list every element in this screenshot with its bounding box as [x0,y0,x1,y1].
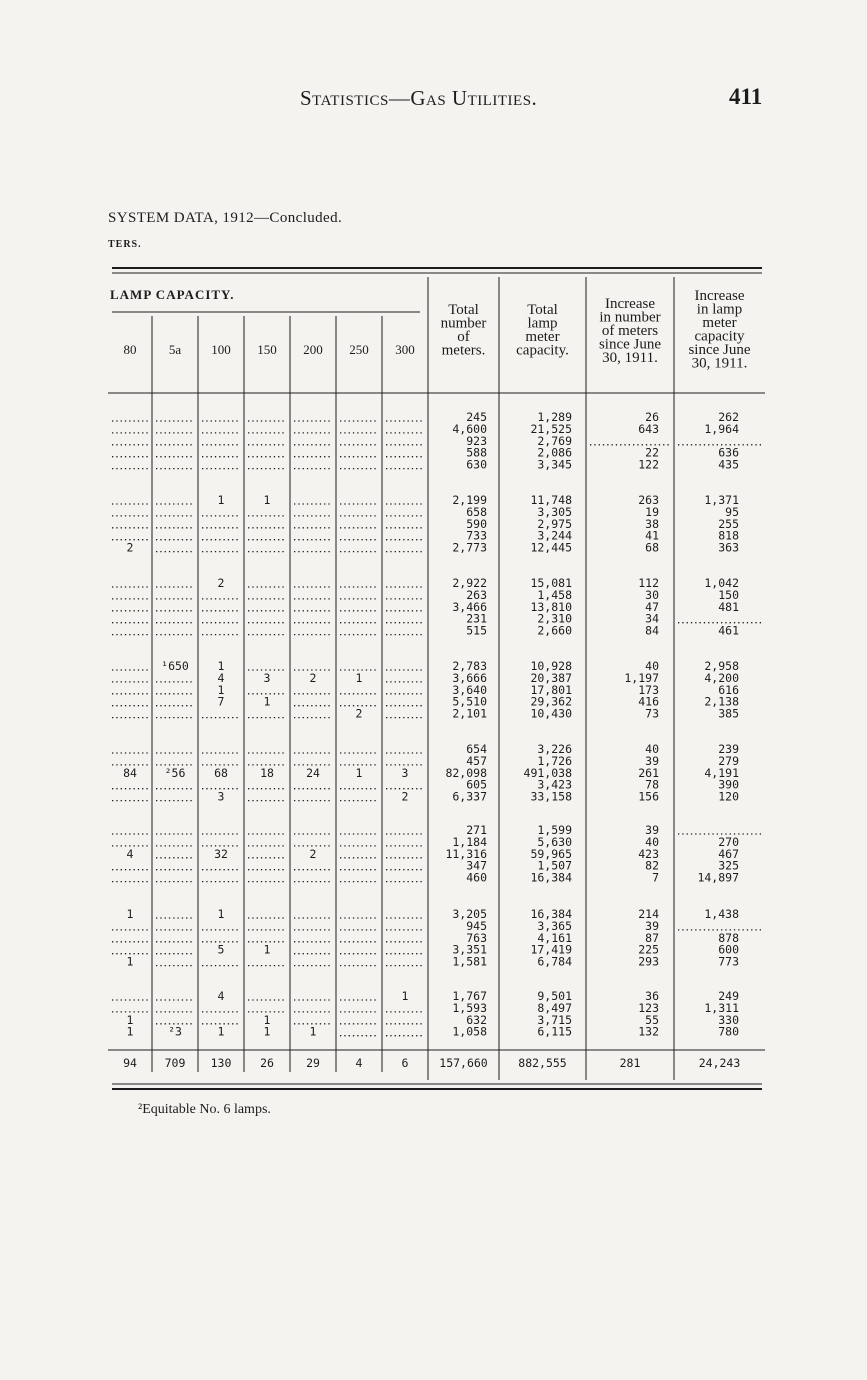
total-capacity-value: 20,387 [530,670,572,685]
totals-row-value: 157,660 [439,1056,488,1070]
total-capacity-value: 13,810 [530,599,572,614]
totals-row-value: 6 [401,1056,409,1070]
lamp-column-header-80: 80 [123,342,137,357]
lamp-column-header-200: 200 [303,342,323,357]
increase-meters-value: 41 [645,528,659,543]
total-capacity-value: 2,660 [537,623,572,638]
totals-column-header-line: meter [702,315,737,331]
total-meters-value: 2,199 [452,493,487,507]
total-meters-value: 245 [466,410,487,424]
lamp-cell-value: 1 [217,907,225,921]
increase-capacity-value: 600 [718,942,739,957]
increase-meters-value: 261 [638,765,659,780]
total-capacity-value: 1,289 [537,410,572,424]
totals-column-header-line: Increase [694,288,745,304]
page-number: 411 [729,84,763,109]
increase-meters-value: 19 [645,504,659,519]
lamp-cell-value: 18 [260,765,274,780]
lamp-cell-value: 1 [126,954,134,969]
increase-capacity-value: 150 [718,587,739,602]
totals-row-value: 4 [355,1056,363,1070]
total-capacity-value: 3,244 [537,528,572,543]
increase-capacity-value: 14,897 [697,870,739,885]
lamp-cell-value: 24 [306,765,320,780]
lamp-cell-value: ²56 [164,765,186,780]
increase-meters-value: 40 [645,834,659,849]
total-meters-value: 3,466 [452,599,487,614]
increase-meters-value: 214 [638,907,659,921]
increase-meters-value: 423 [638,846,659,861]
totals-row-value: 24,243 [698,1056,741,1070]
total-capacity-value: 1,507 [537,858,572,873]
increase-meters-value: 34 [645,611,659,626]
total-meters-value: 11,316 [445,846,487,861]
totals-row-value: 281 [619,1056,641,1070]
total-meters-value: 733 [466,528,487,543]
lamp-cell-value: ¹650 [161,659,189,673]
increase-capacity-value: 1,042 [704,576,739,590]
increase-meters-value: 7 [652,870,659,885]
total-capacity-value: 3,345 [537,457,572,472]
increase-meters-value: 1,197 [624,670,659,685]
increase-meters-value: 47 [645,599,659,614]
total-capacity-value: 4,161 [537,930,572,945]
total-capacity-value: 3,305 [537,504,572,519]
total-meters-value: 1,767 [452,989,487,1003]
increase-meters-value: 87 [645,930,659,945]
increase-meters-value: 36 [645,989,659,1003]
lamp-cell-value: 3 [263,670,271,685]
total-meters-value: 945 [466,918,487,933]
total-capacity-value: 16,384 [530,907,572,921]
increase-capacity-value: 616 [718,682,739,697]
totals-row-value: 882,555 [518,1056,567,1070]
increase-capacity-value: 461 [718,623,739,638]
total-capacity-value: 12,445 [530,540,572,555]
total-meters-value: 654 [466,742,487,756]
increase-meters-value: 416 [638,694,659,709]
total-capacity-value: 17,419 [530,942,572,957]
increase-capacity-value: 255 [718,516,739,531]
total-meters-value: 2,773 [452,540,487,555]
total-meters-value: 1,184 [452,834,487,849]
totals-row-value: 29 [306,1056,320,1070]
total-capacity-value: 2,975 [537,516,572,531]
increase-capacity-value: 1,371 [704,493,739,507]
total-meters-value: 457 [466,753,487,768]
lamp-column-header-5a: 5a [168,342,182,357]
totals-column-header-line: Total [448,302,479,318]
totals-column-header-line: capacity. [516,342,569,359]
total-capacity-value: 17,801 [530,682,572,697]
total-meters-value: 588 [466,445,487,460]
lamp-cell-value: 2 [309,670,317,685]
total-meters-value: 5,510 [452,694,487,709]
increase-meters-value: 132 [638,1024,659,1039]
increase-capacity-value: 467 [718,846,739,861]
totals-row-value: 94 [123,1056,137,1070]
total-capacity-value: 1,599 [537,823,572,837]
lamp-cell-value: 2 [126,540,134,555]
increase-capacity-value: 270 [718,834,739,849]
total-meters-value: 605 [466,777,487,792]
total-capacity-value: 10,928 [530,659,572,673]
lamp-cell-value: 1 [126,1024,134,1039]
total-capacity-value: 21,525 [530,421,572,436]
total-meters-value: 590 [466,516,487,531]
increase-capacity-value: 330 [718,1012,739,1027]
lamp-cell-value: 3 [217,789,225,804]
total-meters-value: 763 [466,930,487,945]
increase-capacity-value: 120 [718,789,739,804]
increase-meters-value: 40 [645,742,659,756]
lamp-cell-value: 1 [401,989,409,1003]
totals-column-header-line: since June [688,342,751,358]
total-meters-value: 1,581 [452,954,487,969]
increase-capacity-value: 262 [718,410,739,424]
totals-column-header-line: meter [525,329,560,345]
total-capacity-value: 2,086 [537,445,572,460]
increase-meters-value: 122 [638,457,659,472]
lamp-cell-value: 2 [217,576,225,590]
increase-capacity-value: 773 [718,954,739,969]
increase-capacity-value: 481 [718,599,739,614]
totals-column-header-line: lamp [527,315,558,332]
lamp-column-header-100: 100 [211,342,231,357]
total-meters-value: 3,640 [452,682,487,697]
total-meters-value: 6,337 [452,789,487,804]
totals-column-header-line: number [440,315,487,332]
total-meters-value: 231 [466,611,487,626]
increase-capacity-value: 636 [718,445,739,460]
total-capacity-value: 59,965 [530,846,572,861]
total-meters-value: 632 [466,1012,487,1027]
increase-meters-value: 38 [645,516,659,531]
increase-meters-value: 123 [638,1000,659,1015]
lamp-cell-value: ²3 [168,1024,182,1039]
total-capacity-value: 3,423 [537,777,572,792]
increase-capacity-value: 363 [718,540,739,555]
total-meters-value: 1,593 [452,1000,487,1015]
lamp-cell-value: 1 [263,1024,271,1039]
increase-meters-value: 78 [645,777,659,792]
total-meters-value: 630 [466,457,487,472]
total-meters-value: 271 [466,823,487,837]
total-capacity-value: 9,501 [537,989,572,1003]
total-capacity-value: 8,497 [537,1000,572,1015]
lamp-cell-value: 4 [126,846,134,861]
increase-meters-value: 156 [638,789,659,804]
lamp-column-header-150: 150 [257,342,277,357]
lamp-cell-value: 1 [126,907,134,921]
lamp-cell-value: 1 [217,493,225,507]
increase-meters-value: 26 [645,410,659,424]
increase-capacity-value: 780 [718,1024,739,1039]
total-meters-value: 82,098 [445,765,487,780]
lamp-cell-value: 1 [217,1024,225,1039]
lamp-cell-value: 7 [217,694,225,709]
totals-column-header-line: since June [598,336,662,353]
total-meters-value: 347 [466,858,487,873]
total-capacity-value: 15,081 [530,576,572,590]
lamp-column-header-300: 300 [395,342,415,357]
total-capacity-value: 1,726 [537,753,572,768]
lamp-cell-value: 1 [355,765,363,780]
lamp-cell-value: 1 [217,659,225,673]
increase-meters-value: 39 [645,823,659,837]
lamp-capacity-header: LAMP CAPACITY. [110,287,235,302]
total-meters-value: 658 [466,504,487,519]
total-meters-value: 2,922 [452,576,487,590]
lamp-cell-value: 3 [401,765,409,780]
total-capacity-value: 10,430 [530,706,572,721]
total-capacity-value: 491,038 [523,765,572,780]
increase-capacity-value: 818 [718,528,739,543]
totals-row-value: 26 [260,1056,274,1070]
total-meters-value: 2,101 [452,706,487,721]
running-title: Statistics—Gas Utilities. [300,86,538,110]
increase-meters-value: 263 [638,493,659,507]
lamp-cell-value: 1 [263,694,271,709]
lamp-cell-value: 32 [214,846,228,861]
lamp-cell-value: 5 [217,942,225,957]
totals-column-header-line: in lamp [696,301,743,318]
total-meters-value: 923 [466,433,487,448]
total-capacity-value: 2,769 [537,433,572,448]
lamp-cell-value: 4 [217,670,225,685]
increase-meters-value: 39 [645,918,659,933]
lamp-cell-value: 1 [263,942,271,957]
increase-capacity-value: 385 [718,706,739,721]
total-capacity-value: 1,458 [537,587,572,602]
total-capacity-value: 11,748 [530,493,572,507]
increase-meters-value: 30 [645,587,659,602]
totals-column-header-line: Increase [605,296,655,312]
increase-meters-value: 39 [645,753,659,768]
totals-column-header-line: in number [599,309,661,326]
increase-capacity-value: 95 [725,504,739,519]
increase-meters-value: 84 [645,623,659,638]
total-meters-value: 3,205 [452,907,487,921]
lamp-cell-value: 1 [217,682,225,697]
totals-column-header-line: 30, 1911. [691,355,748,372]
increase-meters-value: 55 [645,1012,659,1027]
totals-column-header-line: meters. [441,342,486,359]
totals-row-value: 130 [210,1056,232,1070]
lamp-cell-value: 1 [263,493,271,507]
increase-meters-value: 293 [638,954,659,969]
increase-capacity-value: 2,138 [704,694,739,709]
total-meters-value: 263 [466,587,487,602]
lamp-cell-value: 4 [217,989,225,1003]
increase-meters-value: 22 [645,445,659,460]
total-meters-value: 1,058 [452,1024,487,1039]
increase-meters-value: 173 [638,682,659,697]
increase-capacity-value: 279 [718,753,739,768]
totals-column-header-line: of meters [601,323,659,339]
total-meters-value: 4,600 [452,421,487,436]
total-capacity-value: 3,365 [537,918,572,933]
increase-meters-value: 40 [645,659,659,673]
increase-capacity-value: 390 [718,777,739,792]
total-capacity-value: 33,158 [530,789,572,804]
lamp-cell-value: 84 [123,765,137,780]
increase-capacity-value: 4,200 [704,670,739,685]
increase-capacity-value: 1,311 [704,1000,739,1015]
total-meters-value: 3,666 [452,670,487,685]
increase-capacity-value: 2,958 [704,659,739,673]
section-subtitle: TERS. [108,239,142,250]
totals-column-header-line: capacity [694,328,745,345]
increase-meters-value: 643 [638,421,659,436]
increase-capacity-value: 249 [718,989,739,1003]
increase-meters-value: 73 [645,706,659,721]
total-capacity-value: 6,115 [537,1024,572,1039]
total-capacity-value: 5,630 [537,834,572,849]
totals-column-header-line: 30, 1911. [602,350,658,366]
increase-meters-value: 225 [638,942,659,957]
total-capacity-value: 2,310 [537,611,572,626]
lamp-cell-value: 1 [309,1024,317,1039]
total-meters-value: 460 [466,870,487,885]
total-meters-value: 3,351 [452,942,487,957]
increase-meters-value: 82 [645,858,659,873]
lamp-column-header-250: 250 [349,342,369,357]
increase-meters-value: 112 [638,576,659,590]
increase-capacity-value: 325 [718,858,739,873]
total-capacity-value: 6,784 [537,954,572,969]
lamp-cell-value: 68 [214,765,228,780]
lamp-cell-value: 2 [355,706,363,721]
increase-capacity-value: 878 [718,930,739,945]
totals-row-value: 709 [164,1056,186,1070]
increase-capacity-value: 1,964 [704,421,739,436]
total-meters-value: 2,783 [452,659,487,673]
increase-capacity-value: 1,438 [704,907,739,921]
lamp-cell-value: 1 [126,1012,134,1027]
increase-capacity-value: 4,191 [704,765,739,780]
total-capacity-value: 3,226 [537,742,572,756]
totals-column-header-line: Total [527,302,558,318]
increase-capacity-value: 435 [718,457,739,472]
section-title: SYSTEM DATA, 1912—Concluded. [108,210,343,226]
lamp-cell-value: 1 [263,1012,271,1027]
total-meters-value: 515 [466,623,487,638]
lamp-cell-value: 1 [355,670,363,685]
lamp-cell-value: 2 [309,846,317,861]
totals-column-header-line: of [457,329,470,345]
increase-meters-value: 68 [645,540,659,555]
total-capacity-value: 16,384 [530,870,572,885]
footnote: ²Equitable No. 6 lamps. [138,1102,271,1117]
lamp-cell-value: 2 [401,789,409,804]
total-capacity-value: 29,362 [530,694,572,709]
increase-capacity-value: 239 [718,742,739,756]
total-capacity-value: 3,715 [537,1012,572,1027]
